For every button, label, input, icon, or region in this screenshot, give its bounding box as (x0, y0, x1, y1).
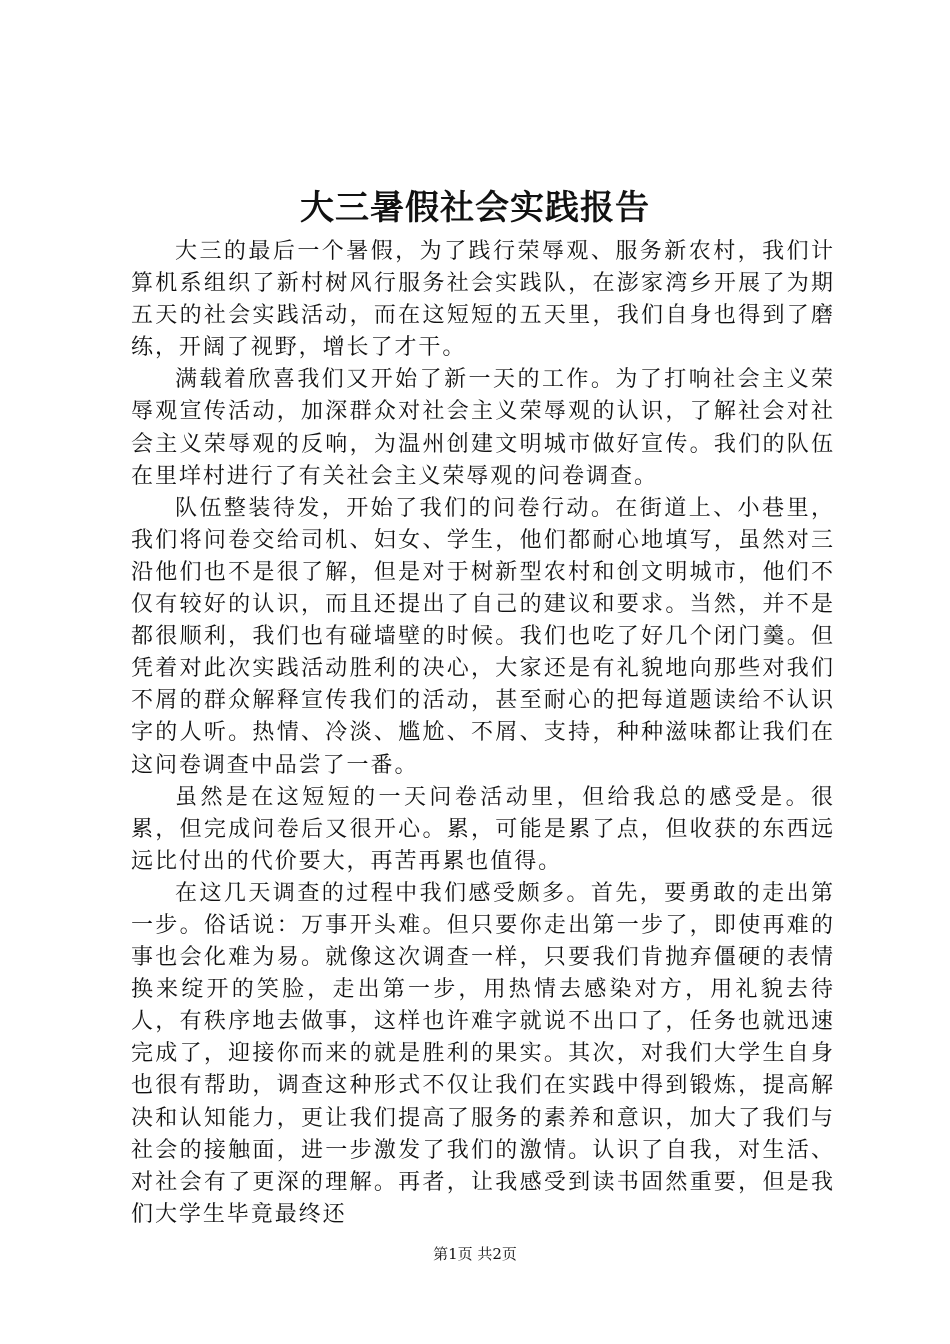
paragraph-5: 在这几天调查的过程中我们感受颇多。首先，要勇敢的走出第一步。俗话说：万事开头难。但只要你走出第一步了，即使再难的事也会化难为易。就像这次调查一样，只要我们肯抛弃僵硬的表情换来绽开的笑脸，走出第一步，用热情去感染对方，用礼貌去待人，有秩序地去做事，这样也许难字就说不出口了，任务也就迅速完成了，迎接你而来的就是胜利的果实。其次，对我们大学生自身也很有帮助，调查这种形式不仅让我们在实践中得到锻炼，提高解决和认知能力，更让我们提高了服务的素养和意识，加大了我们与社会的接触面，进一步激发了我们的激情。认识了自我，对生活、对社会有了更深的理解。再者，让我感受到读书固然重要，但是我们大学生毕竟最终还 (131, 880, 835, 1227)
page-footer: 第1页 共2页 (433, 1245, 517, 1263)
document-body (131, 236, 835, 1231)
document-title: 大三暑假社会实践报告 (300, 188, 650, 228)
paragraph-2: 满载着欣喜我们又开始了新一天的工作。为了打响社会主义荣辱观宣传活动，加深群众对社会主义荣辱观的认识，了解社会对社会主义荣辱观的反响，为温州创建文明城市做好宣传。我们的队伍在里垟村进行了有关社会主义荣辱观的问卷调查。 (131, 367, 835, 489)
paragraph-3: 队伍整装待发，开始了我们的问卷行动。在街道上、小巷里，我们将问卷交给司机、妇女、学生，他们都耐心地填写，虽然对三沿他们也不是很了解，但是对于树新型农村和创文明城市，他们不仅有较好的认识，而且还提出了自己的建议和要求。当然，并不是都很顺利，我们也有碰墙壁的时候。我们也吃了好几个闭门羹。但凭着对此次实践活动胜利的决心，大家还是有礼貌地向那些对我们不屑的群众解释宣传我们的活动，甚至耐心的把每道题读给不认识字的人听。热情、冷淡、尴尬、不屑、支持，种种滋味都让我们在这问卷调查中品尝了一番。 (131, 495, 835, 778)
paragraph-1: 大三的最后一个暑假，为了践行荣辱观、服务新农村，我们计算机系组织了新村树风行服务社会实践队，在澎家湾乡开展了为期五天的社会实践活动，而在这短短的五天里，我们自身也得到了磨练，开阔了视野，增长了才干。 (131, 239, 835, 361)
paragraph-4: 虽然是在这短短的一天问卷活动里，但给我总的感受是。很累，但完成问卷后又很开心。累，可能是累了点，但收获的东西远远比付出的代价要大，再苦再累也值得。 (131, 784, 835, 874)
